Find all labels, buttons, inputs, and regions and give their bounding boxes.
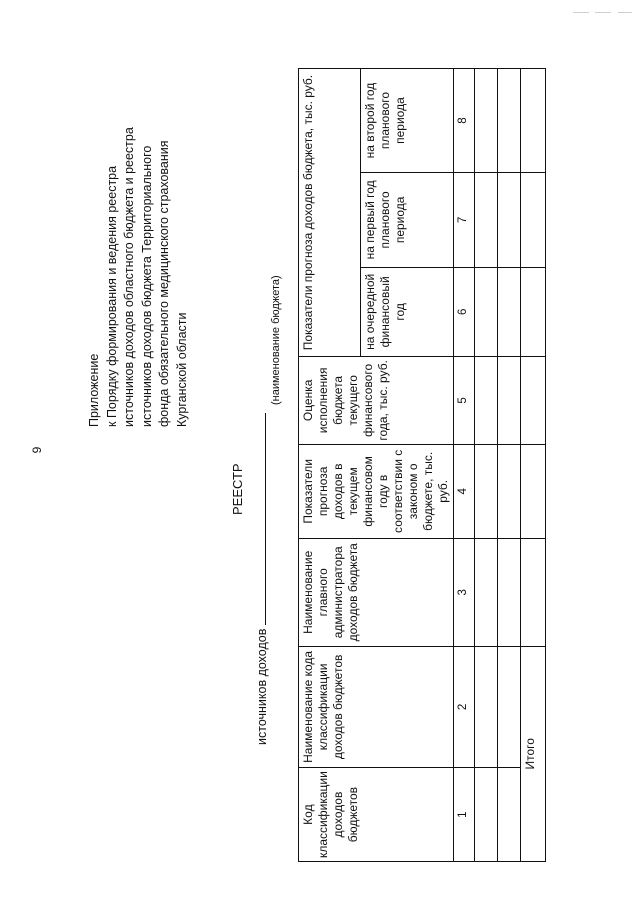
header-forecast-current: Показатели прогноза доходов в текущем финансовом году в соответствии с законом о бюджете, тыс. руб.	[299, 444, 454, 538]
header-row	[299, 69, 361, 862]
header-execution-estimate: Оценка исполнения бюджета текущего финансового года, тыс. руб.	[299, 357, 454, 445]
total-row	[521, 69, 546, 862]
table-cell	[498, 69, 521, 173]
budget-name-line	[265, 413, 266, 625]
total-label: Итого	[521, 646, 546, 861]
appendix-line: источников доходов бюджета Территориального	[139, 145, 154, 427]
table-cell	[475, 444, 498, 538]
table-cell	[475, 357, 498, 445]
table-cell	[475, 539, 498, 647]
table-row	[498, 69, 521, 862]
header-plan-year-1: на первый год планового периода	[361, 173, 454, 268]
column-number: 5	[454, 357, 475, 445]
table-cell	[475, 267, 498, 356]
table-cell	[521, 539, 546, 647]
table-cell	[498, 768, 521, 862]
column-number: 8	[454, 69, 475, 173]
header-code-name: Наименование кода классификации доходов бюджетов	[299, 646, 454, 768]
header-administrator: Наименование главного администратора доходов бюджета	[299, 539, 454, 647]
table-cell	[498, 539, 521, 647]
appendix-line: фонда обязательного медицинского страхования	[157, 140, 172, 427]
registry-table	[298, 68, 546, 862]
page-number: 9	[30, 446, 44, 454]
column-number: 7	[454, 173, 475, 268]
table-cell	[521, 173, 546, 268]
appendix-note	[86, 67, 192, 427]
table-row	[475, 69, 498, 862]
appendix-line: к Порядку формирования и ведения реестра	[104, 165, 119, 427]
column-number: 3	[454, 539, 475, 647]
column-number: 2	[454, 646, 475, 768]
table-cell	[475, 173, 498, 268]
appendix-line: Приложение	[87, 353, 101, 427]
header-forecast-group: Показатели прогноза доходов бюджета, тыс. руб.	[299, 69, 361, 357]
table-cell	[521, 444, 546, 538]
table-cell	[498, 646, 521, 768]
subtitle-row	[255, 413, 269, 745]
budget-name-hint: (наименование бюджета)	[270, 275, 282, 405]
table-cell	[498, 173, 521, 268]
table-cell	[475, 646, 498, 768]
column-number: 1	[454, 768, 475, 862]
header-next-year: на очередной финансовый год	[361, 267, 454, 356]
table-cell	[498, 267, 521, 356]
header-code: Код классификации доходов бюджетов	[299, 768, 454, 862]
table-cell	[498, 357, 521, 445]
column-number-row	[454, 69, 475, 862]
table-cell	[521, 357, 546, 445]
subtitle: источников доходов	[255, 628, 269, 745]
document-title: РЕЕСТР	[230, 463, 245, 515]
header-plan-year-2: на второй год планового периода	[361, 69, 454, 173]
column-number: 6	[454, 267, 475, 356]
table-cell	[475, 768, 498, 862]
table-cell	[498, 444, 521, 538]
table-cell	[475, 69, 498, 173]
table-cell	[521, 69, 546, 173]
appendix-line: Курганской области	[174, 312, 189, 427]
appendix-line: источников доходов областного бюджета и реестра	[122, 127, 137, 427]
table-cell	[521, 267, 546, 356]
column-number: 4	[454, 444, 475, 538]
